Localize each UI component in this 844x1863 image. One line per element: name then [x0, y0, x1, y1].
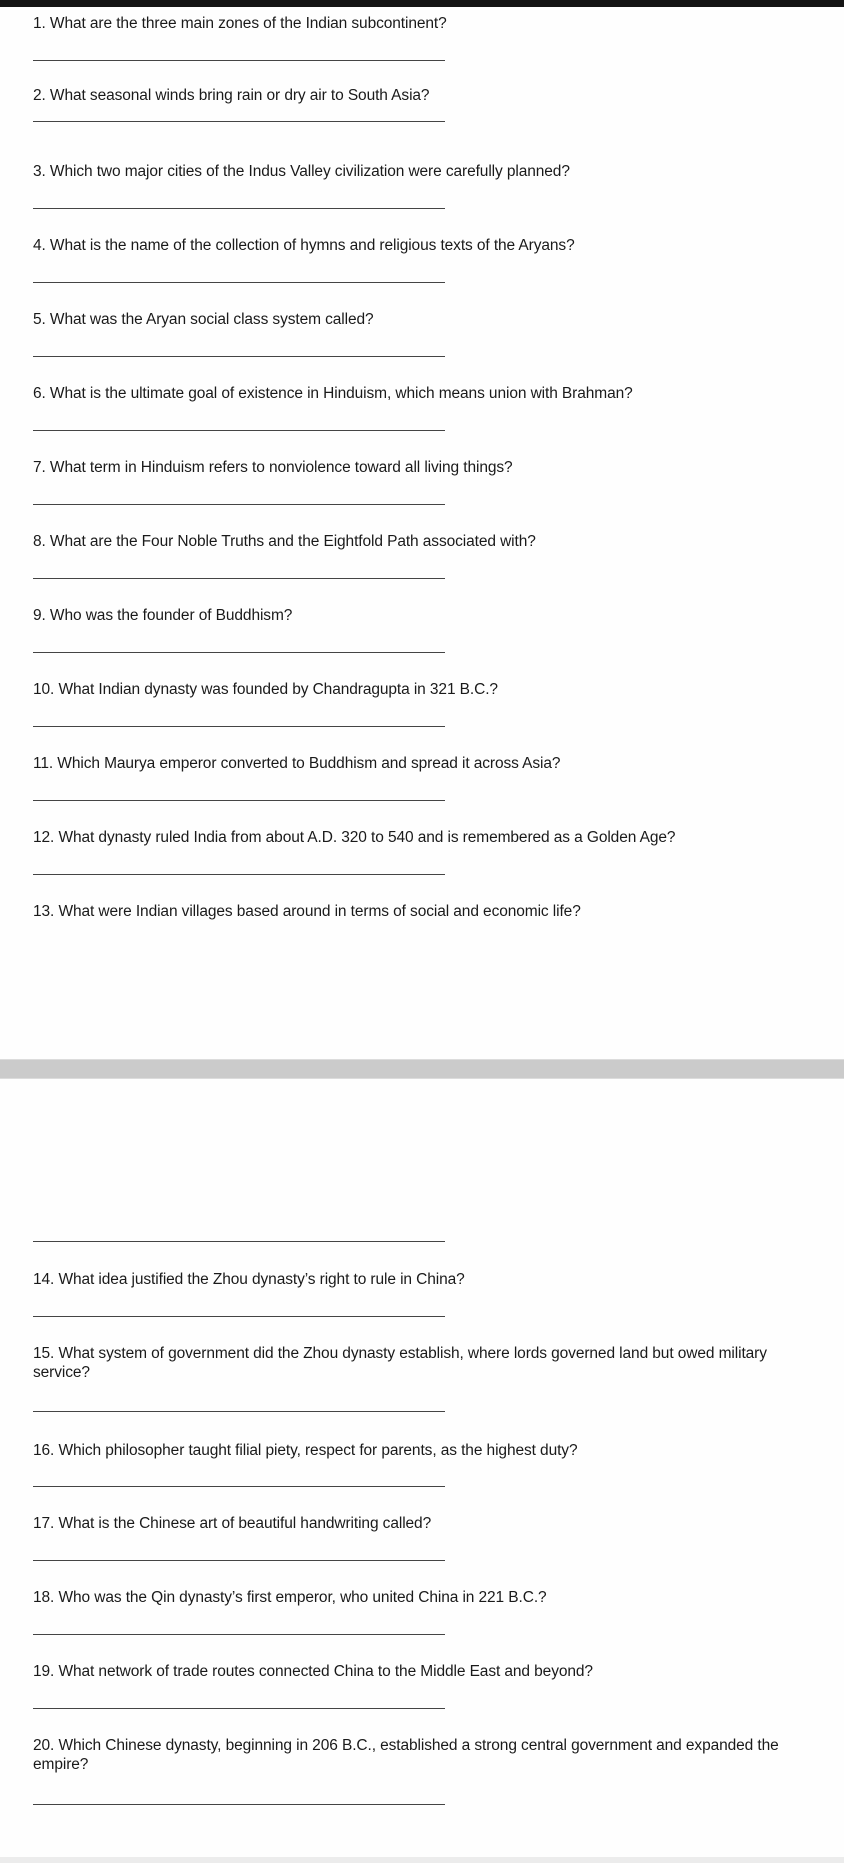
- question-13: 13. What were Indian villages based around in terms of social and economic life?: [33, 903, 581, 920]
- answer-line-9[interactable]: [33, 652, 445, 653]
- answer-line-5[interactable]: [33, 356, 445, 357]
- answer-line-14[interactable]: [33, 1316, 445, 1317]
- question-9: 9. Who was the founder of Buddhism?: [33, 607, 293, 624]
- question-18: 18. Who was the Qin dynasty’s first emperor, who united China in 221 B.C.?: [33, 1589, 547, 1606]
- answer-line-19[interactable]: [33, 1708, 445, 1709]
- question-7: 7. What term in Hinduism refers to nonviolence toward all living things?: [33, 459, 513, 476]
- question-15: 15. What system of government did the Zhou dynasty establish, where lords governed land but owed military service?: [33, 1345, 767, 1381]
- question-1: 1. What are the three main zones of the Indian subcontinent?: [33, 15, 447, 32]
- question-12: 12. What dynasty ruled India from about A.D. 320 to 540 and is remembered as a Golden Age?: [33, 829, 676, 846]
- question-14: 14. What idea justified the Zhou dynasty’s right to rule in China?: [33, 1271, 465, 1288]
- question-2: 2. What seasonal winds bring rain or dry air to South Asia?: [33, 87, 430, 104]
- page-break: [0, 1059, 844, 1079]
- answer-line-1[interactable]: [33, 60, 445, 61]
- question-10: 10. What Indian dynasty was founded by Chandragupta in 321 B.C.?: [33, 681, 498, 698]
- question-11: 11. Which Maurya emperor converted to Buddhism and spread it across Asia?: [33, 755, 561, 772]
- answer-line-8[interactable]: [33, 578, 445, 579]
- question-8: 8. What are the Four Noble Truths and the Eightfold Path associated with?: [33, 533, 536, 550]
- answer-line-16[interactable]: [33, 1486, 445, 1487]
- bottom-edge: [0, 1857, 844, 1863]
- answer-line-20[interactable]: [33, 1804, 445, 1805]
- question-4: 4. What is the name of the collection of hymns and religious texts of the Aryans?: [33, 237, 575, 254]
- question-19: 19. What network of trade routes connected China to the Middle East and beyond?: [33, 1663, 593, 1680]
- question-5: 5. What was the Aryan social class system called?: [33, 311, 374, 328]
- answer-line-17[interactable]: [33, 1560, 445, 1561]
- question-6: 6. What is the ultimate goal of existence in Hinduism, which means union with Brahman?: [33, 385, 633, 402]
- question-17: 17. What is the Chinese art of beautiful handwriting called?: [33, 1515, 432, 1532]
- question-3: 3. Which two major cities of the Indus Valley civilization were carefully planned?: [33, 163, 570, 180]
- question-16: 16. Which philosopher taught filial piety, respect for parents, as the highest duty?: [33, 1442, 578, 1459]
- answer-line-18[interactable]: [33, 1634, 445, 1635]
- answer-line-10[interactable]: [33, 726, 445, 727]
- answer-line-3[interactable]: [33, 208, 445, 209]
- answer-line-6[interactable]: [33, 430, 445, 431]
- question-20: 20. Which Chinese dynasty, beginning in 206 B.C., established a strong central government and expanded the empire?: [33, 1737, 779, 1773]
- top-bar: [0, 0, 844, 7]
- answer-line-15[interactable]: [33, 1411, 445, 1412]
- answer-line-11[interactable]: [33, 800, 445, 801]
- answer-line-4[interactable]: [33, 282, 445, 283]
- answer-line-7[interactable]: [33, 504, 445, 505]
- answer-line-2[interactable]: [33, 121, 445, 122]
- answer-line-12[interactable]: [33, 874, 445, 875]
- answer-line-13[interactable]: [33, 1241, 445, 1242]
